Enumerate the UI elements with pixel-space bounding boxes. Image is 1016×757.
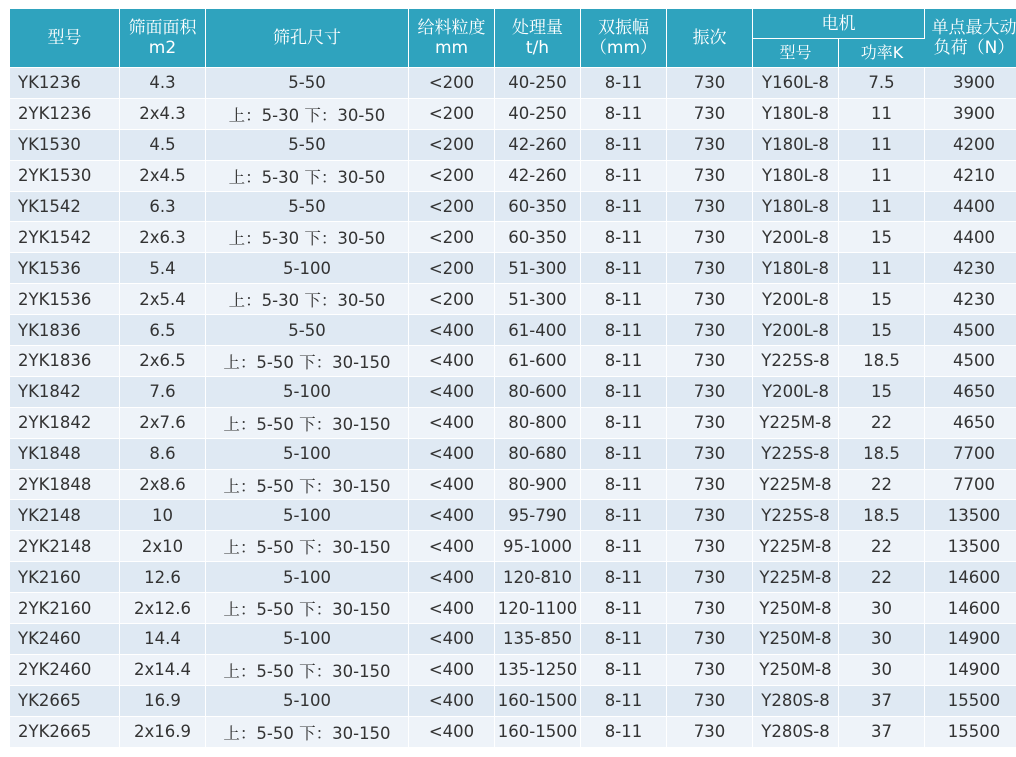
cell-motor-power: 37 xyxy=(839,686,925,717)
cell-capacity: 80-800 xyxy=(495,408,581,439)
cell-frequency: 730 xyxy=(667,439,753,470)
cell-motor-power: 30 xyxy=(839,593,925,624)
cell-aperture: 5-50 xyxy=(206,315,409,346)
cell-amplitude: 8-11 xyxy=(581,439,667,470)
table-row xyxy=(10,439,1016,470)
cell-max-load: 3900 xyxy=(925,68,1016,99)
cell-model: YK1536 xyxy=(10,253,120,284)
cell-aperture: 上：5-50 下：30-150 xyxy=(206,531,409,562)
header-max-load xyxy=(925,9,1016,68)
cell-max-load: 4400 xyxy=(925,222,1016,253)
header-max-load-line1: 单点最大动 xyxy=(931,18,1016,38)
cell-feed-size: <400 xyxy=(409,377,495,408)
cell-capacity: 135-850 xyxy=(495,624,581,655)
cell-amplitude: 8-11 xyxy=(581,377,667,408)
cell-amplitude: 8-11 xyxy=(581,593,667,624)
cell-amplitude: 8-11 xyxy=(581,624,667,655)
table-row xyxy=(10,284,1016,315)
cell-feed-size: <400 xyxy=(409,655,495,686)
cell-model: 2YK1542 xyxy=(10,222,120,253)
cell-motor-model: Y225S-8 xyxy=(753,346,839,377)
cell-model: YK1848 xyxy=(10,439,120,470)
cell-max-load: 14600 xyxy=(925,593,1016,624)
header-model: 型号 xyxy=(10,9,120,68)
table-row xyxy=(10,593,1016,624)
cell-motor-power: 11 xyxy=(839,99,925,130)
cell-screen-area: 2x5.4 xyxy=(120,284,206,315)
cell-max-load: 4400 xyxy=(925,192,1016,223)
cell-motor-power: 15 xyxy=(839,377,925,408)
cell-capacity: 60-350 xyxy=(495,222,581,253)
cell-screen-area: 7.6 xyxy=(120,377,206,408)
header-max-load-line2: 负荷（N） xyxy=(933,38,1015,58)
cell-max-load: 4650 xyxy=(925,408,1016,439)
cell-motor-power: 22 xyxy=(839,470,925,501)
cell-screen-area: 2x7.6 xyxy=(120,408,206,439)
cell-motor-power: 30 xyxy=(839,655,925,686)
cell-capacity: 61-600 xyxy=(495,346,581,377)
cell-max-load: 14900 xyxy=(925,624,1016,655)
header-aperture: 筛孔尺寸 xyxy=(206,9,409,68)
cell-frequency: 730 xyxy=(667,686,753,717)
cell-max-load: 3900 xyxy=(925,99,1016,130)
cell-feed-size: <400 xyxy=(409,686,495,717)
cell-amplitude: 8-11 xyxy=(581,99,667,130)
cell-screen-area: 10 xyxy=(120,500,206,531)
table-row xyxy=(10,192,1016,223)
cell-max-load: 4210 xyxy=(925,161,1016,192)
cell-aperture: 上：5-50 下：30-150 xyxy=(206,655,409,686)
cell-aperture: 5-50 xyxy=(206,192,409,223)
cell-max-load: 13500 xyxy=(925,531,1016,562)
cell-aperture: 5-100 xyxy=(206,562,409,593)
cell-capacity: 42-260 xyxy=(495,161,581,192)
cell-amplitude: 8-11 xyxy=(581,222,667,253)
cell-screen-area: 8.6 xyxy=(120,439,206,470)
cell-motor-power: 18.5 xyxy=(839,500,925,531)
table-row xyxy=(10,408,1016,439)
cell-max-load: 7700 xyxy=(925,470,1016,501)
cell-frequency: 730 xyxy=(667,377,753,408)
cell-motor-power: 18.5 xyxy=(839,439,925,470)
cell-motor-model: Y200L-8 xyxy=(753,377,839,408)
cell-frequency: 730 xyxy=(667,315,753,346)
table-row xyxy=(10,562,1016,593)
cell-motor-model: Y225S-8 xyxy=(753,439,839,470)
header-feed-size xyxy=(409,9,495,68)
cell-feed-size: <400 xyxy=(409,439,495,470)
cell-capacity: 40-250 xyxy=(495,68,581,99)
cell-amplitude: 8-11 xyxy=(581,284,667,315)
table-row xyxy=(10,686,1016,717)
cell-motor-power: 15 xyxy=(839,222,925,253)
cell-amplitude: 8-11 xyxy=(581,408,667,439)
cell-max-load: 15500 xyxy=(925,686,1016,717)
cell-screen-area: 4.3 xyxy=(120,68,206,99)
cell-model: 2YK2148 xyxy=(10,531,120,562)
cell-capacity: 95-1000 xyxy=(495,531,581,562)
cell-frequency: 730 xyxy=(667,470,753,501)
cell-amplitude: 8-11 xyxy=(581,161,667,192)
cell-aperture: 5-100 xyxy=(206,253,409,284)
cell-model: 2YK1236 xyxy=(10,99,120,130)
cell-motor-power: 15 xyxy=(839,315,925,346)
cell-aperture: 上：5-50 下：30-150 xyxy=(206,408,409,439)
cell-model: 2YK1536 xyxy=(10,284,120,315)
table-row xyxy=(10,68,1016,99)
cell-aperture: 5-100 xyxy=(206,624,409,655)
cell-capacity: 95-790 xyxy=(495,500,581,531)
cell-screen-area: 2x10 xyxy=(120,531,206,562)
spec-table-container xyxy=(10,9,1016,748)
cell-motor-power: 22 xyxy=(839,408,925,439)
cell-feed-size: <400 xyxy=(409,717,495,748)
header-capacity xyxy=(495,9,581,68)
header-amplitude-line2: （mm） xyxy=(589,38,658,58)
cell-feed-size: <200 xyxy=(409,68,495,99)
cell-screen-area: 2x16.9 xyxy=(120,717,206,748)
table-row xyxy=(10,470,1016,501)
cell-motor-power: 30 xyxy=(839,624,925,655)
cell-aperture: 5-50 xyxy=(206,130,409,161)
table-body xyxy=(10,68,1016,748)
cell-frequency: 730 xyxy=(667,99,753,130)
table-row xyxy=(10,500,1016,531)
cell-frequency: 730 xyxy=(667,500,753,531)
cell-aperture: 上：5-50 下：30-150 xyxy=(206,470,409,501)
cell-capacity: 135-1250 xyxy=(495,655,581,686)
cell-screen-area: 2x12.6 xyxy=(120,593,206,624)
cell-amplitude: 8-11 xyxy=(581,562,667,593)
cell-capacity: 61-400 xyxy=(495,315,581,346)
cell-screen-area: 2x6.5 xyxy=(120,346,206,377)
cell-aperture: 上：5-50 下：30-150 xyxy=(206,593,409,624)
cell-model: YK1836 xyxy=(10,315,120,346)
table-row xyxy=(10,130,1016,161)
cell-motor-model: Y180L-8 xyxy=(753,161,839,192)
cell-screen-area: 12.6 xyxy=(120,562,206,593)
cell-max-load: 4500 xyxy=(925,346,1016,377)
cell-max-load: 4230 xyxy=(925,284,1016,315)
cell-screen-area: 16.9 xyxy=(120,686,206,717)
cell-max-load: 14900 xyxy=(925,655,1016,686)
cell-frequency: 730 xyxy=(667,717,753,748)
cell-capacity: 120-1100 xyxy=(495,593,581,624)
cell-model: 2YK2160 xyxy=(10,593,120,624)
header-screen-area xyxy=(120,9,206,68)
table-header xyxy=(10,9,1016,68)
cell-max-load: 4500 xyxy=(925,315,1016,346)
cell-feed-size: <400 xyxy=(409,470,495,501)
cell-screen-area: 6.3 xyxy=(120,192,206,223)
cell-frequency: 730 xyxy=(667,161,753,192)
cell-frequency: 730 xyxy=(667,562,753,593)
cell-motor-power: 22 xyxy=(839,562,925,593)
cell-model: 2YK1842 xyxy=(10,408,120,439)
cell-screen-area: 2x14.4 xyxy=(120,655,206,686)
cell-model: YK1842 xyxy=(10,377,120,408)
cell-frequency: 730 xyxy=(667,346,753,377)
cell-motor-power: 11 xyxy=(839,161,925,192)
cell-feed-size: <200 xyxy=(409,192,495,223)
cell-model: 2YK1530 xyxy=(10,161,120,192)
cell-frequency: 730 xyxy=(667,253,753,284)
cell-frequency: 730 xyxy=(667,408,753,439)
table-row xyxy=(10,377,1016,408)
cell-model: 2YK2460 xyxy=(10,655,120,686)
header-feed-size-line1: 给料粒度 xyxy=(417,18,486,38)
cell-model: 2YK1836 xyxy=(10,346,120,377)
table-row xyxy=(10,717,1016,748)
cell-frequency: 730 xyxy=(667,130,753,161)
cell-motor-model: Y225M-8 xyxy=(753,470,839,501)
header-capacity-line1: 处理量 xyxy=(512,18,563,38)
cell-motor-model: Y250M-8 xyxy=(753,593,839,624)
cell-model: 2YK2665 xyxy=(10,717,120,748)
cell-max-load: 13500 xyxy=(925,500,1016,531)
cell-motor-model: Y180L-8 xyxy=(753,99,839,130)
header-capacity-line2: t/h xyxy=(525,38,550,58)
cell-motor-model: Y280S-8 xyxy=(753,717,839,748)
cell-motor-model: Y225M-8 xyxy=(753,531,839,562)
cell-amplitude: 8-11 xyxy=(581,500,667,531)
cell-feed-size: <400 xyxy=(409,624,495,655)
cell-feed-size: <400 xyxy=(409,346,495,377)
cell-capacity: 42-260 xyxy=(495,130,581,161)
table-row xyxy=(10,161,1016,192)
cell-model: YK2148 xyxy=(10,500,120,531)
header-amplitude xyxy=(581,9,667,68)
cell-model: YK2665 xyxy=(10,686,120,717)
cell-feed-size: <400 xyxy=(409,408,495,439)
table-row xyxy=(10,315,1016,346)
cell-screen-area: 2x8.6 xyxy=(120,470,206,501)
cell-frequency: 730 xyxy=(667,222,753,253)
cell-capacity: 51-300 xyxy=(495,284,581,315)
cell-motor-model: Y250M-8 xyxy=(753,655,839,686)
cell-max-load: 4650 xyxy=(925,377,1016,408)
cell-screen-area: 6.5 xyxy=(120,315,206,346)
cell-screen-area: 4.5 xyxy=(120,130,206,161)
header-frequency: 振次 xyxy=(667,9,753,68)
cell-capacity: 80-600 xyxy=(495,377,581,408)
cell-amplitude: 8-11 xyxy=(581,686,667,717)
cell-max-load: 4200 xyxy=(925,130,1016,161)
cell-aperture: 5-100 xyxy=(206,377,409,408)
cell-aperture: 上：5-50 下：30-150 xyxy=(206,717,409,748)
cell-aperture: 5-100 xyxy=(206,439,409,470)
cell-capacity: 60-350 xyxy=(495,192,581,223)
table-row xyxy=(10,624,1016,655)
cell-frequency: 730 xyxy=(667,284,753,315)
cell-screen-area: 5.4 xyxy=(120,253,206,284)
cell-amplitude: 8-11 xyxy=(581,192,667,223)
cell-aperture: 上：5-30 下：30-50 xyxy=(206,161,409,192)
cell-amplitude: 8-11 xyxy=(581,717,667,748)
cell-feed-size: <200 xyxy=(409,99,495,130)
header-feed-size-line2: mm xyxy=(434,38,469,58)
cell-capacity: 80-900 xyxy=(495,470,581,501)
cell-feed-size: <400 xyxy=(409,562,495,593)
table-row xyxy=(10,531,1016,562)
cell-aperture: 5-50 xyxy=(206,68,409,99)
cell-feed-size: <200 xyxy=(409,130,495,161)
cell-motor-power: 18.5 xyxy=(839,346,925,377)
cell-model: YK2160 xyxy=(10,562,120,593)
cell-amplitude: 8-11 xyxy=(581,68,667,99)
cell-feed-size: <200 xyxy=(409,161,495,192)
cell-motor-model: Y180L-8 xyxy=(753,192,839,223)
cell-feed-size: <400 xyxy=(409,593,495,624)
cell-max-load: 14600 xyxy=(925,562,1016,593)
cell-feed-size: <200 xyxy=(409,222,495,253)
cell-amplitude: 8-11 xyxy=(581,655,667,686)
cell-screen-area: 2x6.3 xyxy=(120,222,206,253)
cell-capacity: 120-810 xyxy=(495,562,581,593)
header-motor-power: 功率K xyxy=(839,39,925,68)
cell-aperture: 5-100 xyxy=(206,686,409,717)
cell-max-load: 15500 xyxy=(925,717,1016,748)
cell-aperture: 上：5-30 下：30-50 xyxy=(206,222,409,253)
cell-frequency: 730 xyxy=(667,655,753,686)
cell-capacity: 40-250 xyxy=(495,99,581,130)
cell-motor-model: Y200L-8 xyxy=(753,284,839,315)
cell-screen-area: 2x4.5 xyxy=(120,161,206,192)
table-row xyxy=(10,222,1016,253)
cell-aperture: 上：5-50 下：30-150 xyxy=(206,346,409,377)
cell-motor-model: Y200L-8 xyxy=(753,222,839,253)
cell-capacity: 80-680 xyxy=(495,439,581,470)
cell-motor-power: 15 xyxy=(839,284,925,315)
cell-model: YK1236 xyxy=(10,68,120,99)
cell-motor-power: 11 xyxy=(839,130,925,161)
cell-motor-model: Y180L-8 xyxy=(753,130,839,161)
header-screen-area-line1: 筛面面积 xyxy=(128,18,197,38)
cell-capacity: 51-300 xyxy=(495,253,581,284)
cell-model: YK1530 xyxy=(10,130,120,161)
cell-amplitude: 8-11 xyxy=(581,253,667,284)
cell-aperture: 上：5-30 下：30-50 xyxy=(206,284,409,315)
cell-motor-model: Y225S-8 xyxy=(753,500,839,531)
cell-motor-power: 11 xyxy=(839,253,925,284)
cell-motor-model: Y160L-8 xyxy=(753,68,839,99)
cell-frequency: 730 xyxy=(667,593,753,624)
cell-screen-area: 2x4.3 xyxy=(120,99,206,130)
cell-feed-size: <200 xyxy=(409,284,495,315)
header-amplitude-line1: 双振幅 xyxy=(598,18,649,38)
cell-screen-area: 14.4 xyxy=(120,624,206,655)
cell-model: YK1542 xyxy=(10,192,120,223)
cell-aperture: 5-100 xyxy=(206,500,409,531)
cell-frequency: 730 xyxy=(667,624,753,655)
cell-capacity: 160-1500 xyxy=(495,717,581,748)
cell-model: YK2460 xyxy=(10,624,120,655)
table-row xyxy=(10,99,1016,130)
cell-amplitude: 8-11 xyxy=(581,315,667,346)
cell-motor-model: Y225M-8 xyxy=(753,562,839,593)
cell-amplitude: 8-11 xyxy=(581,130,667,161)
cell-capacity: 160-1500 xyxy=(495,686,581,717)
header-screen-area-line2: m2 xyxy=(148,38,177,58)
cell-motor-model: Y225M-8 xyxy=(753,408,839,439)
cell-amplitude: 8-11 xyxy=(581,470,667,501)
cell-frequency: 730 xyxy=(667,192,753,223)
cell-frequency: 730 xyxy=(667,531,753,562)
cell-feed-size: <400 xyxy=(409,500,495,531)
cell-feed-size: <200 xyxy=(409,253,495,284)
cell-amplitude: 8-11 xyxy=(581,531,667,562)
spec-table xyxy=(10,9,1016,748)
cell-amplitude: 8-11 xyxy=(581,346,667,377)
cell-motor-model: Y280S-8 xyxy=(753,686,839,717)
cell-frequency: 730 xyxy=(667,68,753,99)
cell-motor-power: 7.5 xyxy=(839,68,925,99)
cell-max-load: 4230 xyxy=(925,253,1016,284)
cell-motor-model: Y200L-8 xyxy=(753,315,839,346)
header-motor: 电机 xyxy=(753,9,925,39)
cell-motor-power: 37 xyxy=(839,717,925,748)
table-row xyxy=(10,346,1016,377)
table-row xyxy=(10,253,1016,284)
cell-motor-power: 11 xyxy=(839,192,925,223)
cell-feed-size: <400 xyxy=(409,315,495,346)
cell-model: 2YK1848 xyxy=(10,470,120,501)
header-motor-model: 型号 xyxy=(753,39,839,68)
cell-feed-size: <400 xyxy=(409,531,495,562)
cell-motor-model: Y250M-8 xyxy=(753,624,839,655)
cell-motor-power: 22 xyxy=(839,531,925,562)
cell-aperture: 上：5-30 下：30-50 xyxy=(206,99,409,130)
cell-motor-model: Y180L-8 xyxy=(753,253,839,284)
table-row xyxy=(10,655,1016,686)
cell-max-load: 7700 xyxy=(925,439,1016,470)
